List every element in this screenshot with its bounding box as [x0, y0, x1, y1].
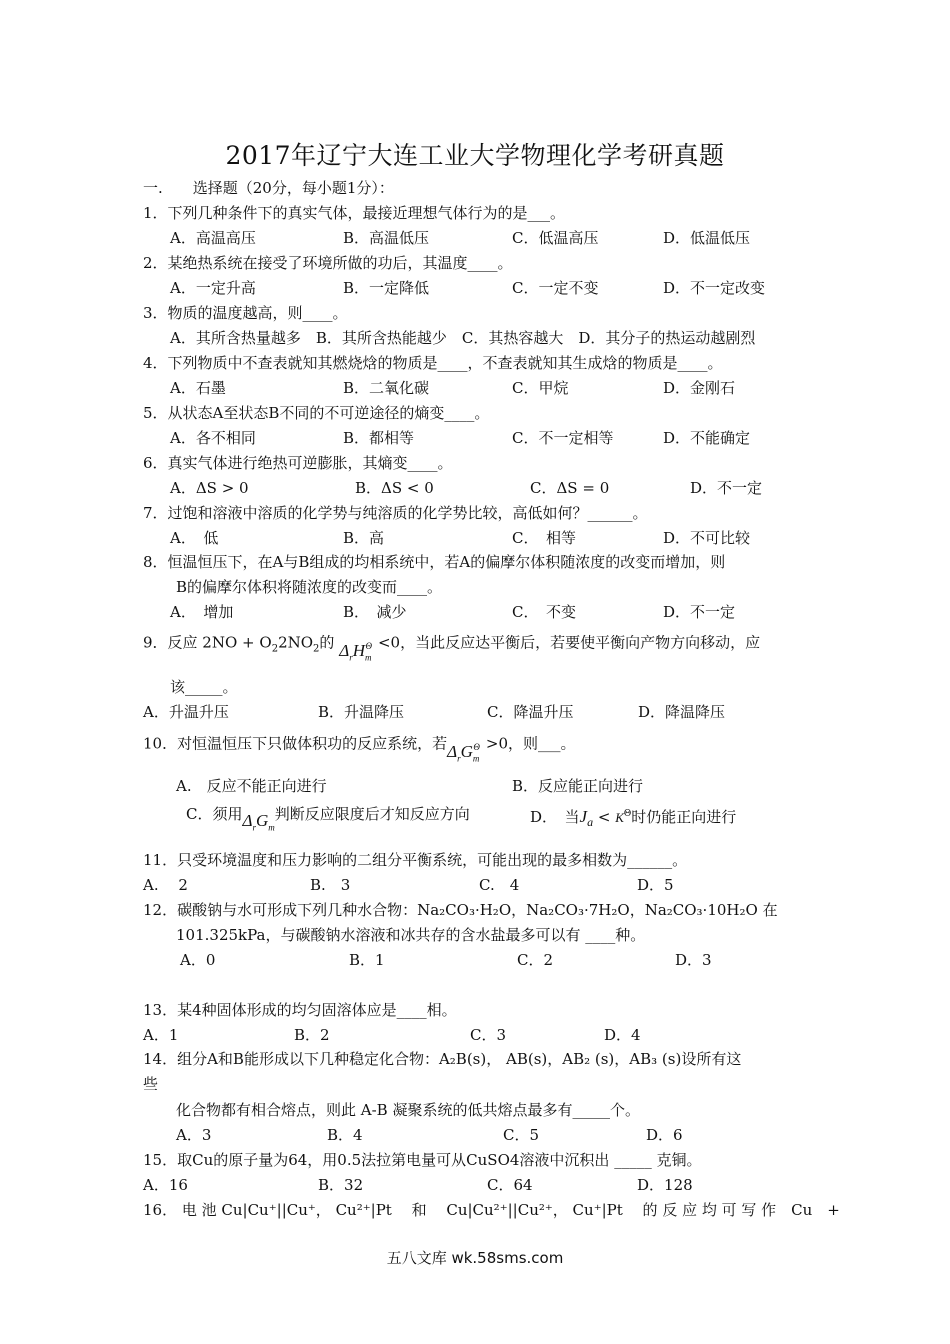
q4-option-a: A．石墨 — [170, 379, 226, 397]
q4-option-c: C．甲烷 — [512, 379, 569, 397]
q6-option-a: A．ΔS > 0 — [170, 479, 249, 497]
q8-option-c: C． 不变 — [512, 603, 576, 621]
q4-option-b: B．二氧化碳 — [343, 379, 430, 397]
q9-stem-suffix: <0，当此反应达平衡后，若要使平衡向产物方向移动，应 — [377, 633, 761, 652]
question-8-stem-cont: B的偏摩尔体积将随浓度的改变而____。 — [176, 578, 443, 596]
q13-option-c: C．3 — [470, 1026, 507, 1044]
q15-option-d: D．128 — [637, 1176, 693, 1194]
q2-option-b: B．一定降低 — [343, 279, 430, 297]
q9-option-c: C．降温升压 — [487, 703, 574, 721]
q13-option-d: D．4 — [604, 1026, 641, 1044]
q2-option-d: D．不一定改变 — [663, 279, 766, 297]
q1-option-c: C．低温高压 — [512, 229, 599, 247]
q9-subscript: 2 — [271, 643, 279, 655]
q6-option-b: B．ΔS < 0 — [355, 479, 434, 497]
question-14-stem: 14．组分A和B能形成以下几种稳定化合物：A₂B(s)， AB(s)，AB₂ (s)，AB₃ (s)设所有这 — [143, 1050, 742, 1068]
q11-option-b: B. 3 — [310, 876, 351, 894]
q15-option-c: C．64 — [487, 1176, 533, 1194]
q5-option-b: B．都相等 — [343, 429, 415, 447]
question-2-stem: 2．某绝热系统在接受了环境所做的功后，其温度____。 — [143, 254, 513, 272]
q1-option-a: A．高温高压 — [170, 229, 256, 247]
q2-option-c: C．一定不变 — [512, 279, 599, 297]
question-5-stem: 5．从状态A至状态B不同的不可逆途径的熵变____。 — [143, 404, 490, 422]
question-12-stem-cont: 101.325kPa，与碳酸钠水溶液和冰共存的含水盐最多可以有 ____种。 — [176, 926, 646, 944]
delta-r-g-m-symbol: $\Delta_rG_m^\Theta$ — [447, 741, 480, 764]
q14-option-a: A．3 — [176, 1126, 212, 1144]
q12-option-b: B．1 — [349, 951, 385, 969]
question-13-stem: 13．某4种固体形成的均匀固溶体应是____相。 — [143, 1001, 457, 1019]
question-11-stem: 11．只受环境温度和压力影响的二组分平衡系统，可能出现的最多相数为______。 — [143, 851, 688, 869]
q10-option-a: A. 反应不能正向进行 — [176, 777, 327, 795]
question-9-stem: 9．反应 $2NO + O_22NO_2$的 $\Delta_rH_m^\Theta <0$，当此反应达平衡后，若要使平衡向产物方向移动，应 — [143, 633, 761, 663]
q9-option-a: A．升温升压 — [143, 703, 229, 721]
q11-option-c: C. 4 — [479, 876, 520, 894]
q14-option-d: D．6 — [646, 1126, 683, 1144]
q3-options: A．其所含热量越多 B．其所含热能越少 C．其热容越大 D．其分子的热运动越剧烈 — [170, 329, 756, 347]
delta-r-h-m-symbol: $\Delta_rH_m^\Theta$ — [339, 640, 372, 663]
question-14-stem-cont: 化合物都有相合熔点，则此 A-B 凝聚系统的低共熔点最多有_____个。 — [176, 1101, 640, 1119]
q12-option-a: A．0 — [180, 951, 216, 969]
question-16-stem: 16． 电 池 Cu|Cu⁺||Cu⁺， Cu²⁺|Pt 和 Cu|Cu²⁺||Cu²⁺， Cu⁺|Pt 的 反 应 均 可 写 作 Cu + — [143, 1201, 840, 1219]
q7-option-c: C． 相等 — [512, 529, 576, 547]
question-9-stem-cont: 该_____。 — [170, 678, 238, 696]
q10-option-c: C．须用$\Delta_rG_m$判断反应限度后才知反应方向 — [186, 805, 470, 833]
q2-option-a: A．一定升高 — [170, 279, 256, 297]
q10-stem-suffix: >0，则___。 — [485, 734, 576, 753]
footer-watermark: 五八文库 wk.58sms.com — [386, 1249, 564, 1267]
question-4-stem: 4．下列物质中不查表就知其燃烧焓的物质是____，不查表就知其生成焓的物质是____。 — [143, 354, 723, 372]
q15-option-b: B．32 — [318, 1176, 364, 1194]
question-6-stem: 6．真实气体进行绝热可逆膨胀，其熵变____。 — [143, 454, 453, 472]
q1-option-d: D．低温低压 — [663, 229, 751, 247]
delta-r-g-m-symbol-c: $\Delta_rG_m$ — [242, 811, 275, 833]
q8-option-b: B． 减少 — [343, 603, 407, 621]
q14-option-b: B．4 — [327, 1126, 363, 1144]
question-1-stem: 1．下列几种条件下的真实气体，最接近理想气体行为的是___。 — [143, 204, 566, 222]
q9-stem-mid: 2NO — [278, 633, 314, 652]
question-3-stem: 3．物质的温度越高，则____。 — [143, 304, 348, 322]
q5-option-a: A．各不相同 — [170, 429, 256, 447]
q9-option-b: B．升温降压 — [318, 703, 405, 721]
question-7-stem: 7．过饱和溶液中溶质的化学势与纯溶质的化学势比较，高低如何？______。 — [143, 504, 648, 522]
q7-option-d: D．不可比较 — [663, 529, 751, 547]
q9-subscript-2: 2 — [313, 643, 320, 655]
q14-option-c: C．5 — [503, 1126, 540, 1144]
q13-option-a: A．1 — [143, 1026, 179, 1044]
q10-option-b: B．反应能正向进行 — [512, 777, 644, 795]
q7-option-b: B．高 — [343, 529, 385, 547]
question-14-stem-wrap: 些 — [143, 1075, 159, 1093]
q6-option-c: C．ΔS = 0 — [530, 479, 610, 497]
q8-option-a: A． 增加 — [170, 603, 234, 621]
exam-title: 2017年辽宁大连工业大学物理化学考研真题 — [225, 141, 725, 170]
q12-option-d: D．3 — [675, 951, 712, 969]
q13-option-b: B．2 — [294, 1026, 330, 1044]
section-header: 一. 选择题（20分，每小题1分）： — [143, 179, 394, 197]
question-15-stem: 15．取Cu的原子量为64，用0.5法拉第电量可从CuSO4溶液中沉积出 _____ 克铜。 — [143, 1151, 702, 1169]
q11-option-a: A. 2 — [143, 876, 188, 894]
q7-option-a: A． 低 — [170, 529, 219, 547]
q5-option-d: D．不能确定 — [663, 429, 751, 447]
q8-option-d: D．不一定 — [663, 603, 736, 621]
question-8-stem: 8．恒温恒压下，在A与B组成的均相系统中，若A的偏摩尔体积随浓度的改变而增加，则 — [143, 553, 726, 571]
q6-option-d: D．不一定 — [690, 479, 763, 497]
q4-option-d: D．金刚石 — [663, 379, 736, 397]
q12-option-c: C．2 — [517, 951, 554, 969]
q10-stem-prefix: 10．对恒温恒压下只做体积功的反应系统，若 — [143, 734, 448, 753]
q9-stem-prefix: 9．反应 2NO + O — [143, 633, 272, 652]
question-12-stem: 12．碳酸钠与水可形成下列几种水合物：Na₂CO₃·H₂O，Na₂CO₃·7H₂O，Na₂CO₃·10H₂O 在 — [143, 901, 778, 919]
q15-option-a: A．16 — [143, 1176, 188, 1194]
q5-option-c: C．不一定相等 — [512, 429, 614, 447]
q1-option-b: B．高温低压 — [343, 229, 430, 247]
q11-option-d: D．5 — [637, 876, 674, 894]
q10-option-d: D． 当$J_a < K^\Theta$时仍能正向进行 — [530, 807, 737, 829]
question-10-stem — [143, 729, 576, 764]
q9-option-d: D．降温降压 — [638, 703, 726, 721]
